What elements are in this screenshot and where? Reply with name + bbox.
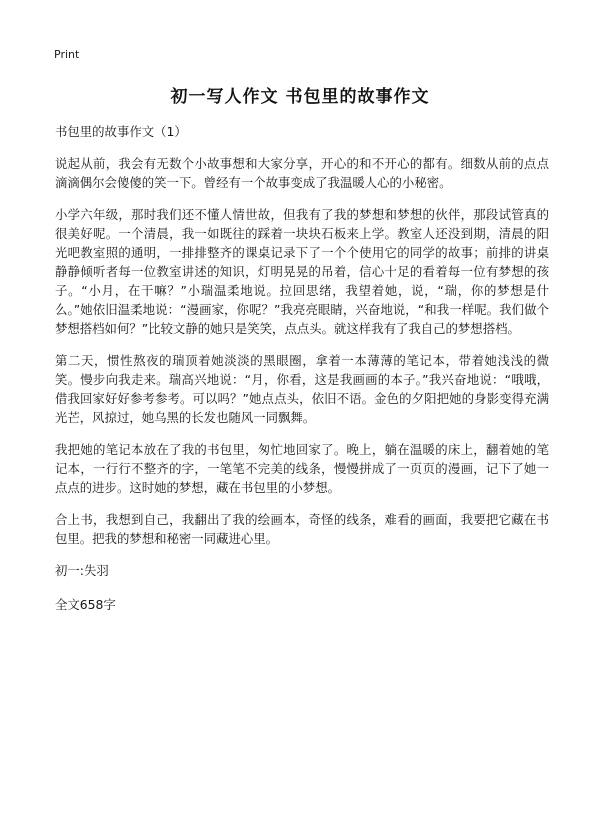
author-line: 初一:失羽: [55, 563, 109, 578]
article-body: [55, 122, 549, 614]
article-subtitle: 书包里的故事作文（1）: [55, 124, 187, 139]
page-title: 初一写人作文 书包里的故事作文: [170, 87, 430, 107]
article-paragraph: 合上书，我想到自己，我翻出了我的绘画本，奇怪的线条，难看的画面，我要把它藏在书包里。把我的梦想和秘密一同藏进心里。: [55, 512, 549, 546]
print-link[interactable]: Print: [54, 48, 80, 61]
word-count: 全文658字: [55, 597, 116, 612]
article-paragraph: 说起从前，我会有无数个小故事想和大家分享，开心的和不开心的都有。细数从前的点点滴滴偶尔会傻傻的笑一下。曾经有一个故事变成了我温暖人心的小秘密。: [55, 156, 549, 190]
article-paragraph: 小学六年级，那时我们还不懂人情世故，但我有了我的梦想和梦想的伙伴，那段试管真的很美好呢。一个清晨，我一如既往的踩着一块块石板来上学。教室人还没到期，清晨的阳光吧教室照的通明，一排排整齐的课桌记录下了一个个使用它的同学的故事；前排的讲桌静静倾听者每一位教室讲述的知识，灯明晃晃的吊着，信心十足的看着每一位有梦想的孩子。“小月，在干嘛？”小瑞温柔地说。拉回思绪，我望着她，说，“瑞，你的梦想是什么。”她依旧温柔地说：“漫画家，你呢？”我亮亮眼睛，兴奋地说，“和我一样呢。我们做个梦想搭档如何？”比较文静的她只是笑笑，点点头。就这样我有了我自己的梦想搭档。: [55, 207, 549, 336]
article-paragraph: 第二天，惯性熬夜的瑞顶着她淡淡的黑眼圈，拿着一本薄薄的笔记本，带着她浅浅的微笑。慢步向我走来。瑞高兴地说：“月，你看，这是我画画的本子。”我兴奋地说：“哦哦，借我回家好好参考参考。可以吗？”她点点头，依旧不语。金色的夕阳把她的身影变得充满光芒，风掠过，她乌黑的长发也随风一同飘舞。: [55, 353, 549, 425]
article-paragraph: 我把她的笔记本放在了我的书包里，匆忙地回家了。晚上，躺在温暖的床上，翻着她的笔记本，一行行不整齐的字，一笔笔不完美的线条，慢慢拼成了一页页的漫画，记下了她一点点的进步。这时她的梦想，藏在书包里的小梦想。: [55, 442, 549, 495]
